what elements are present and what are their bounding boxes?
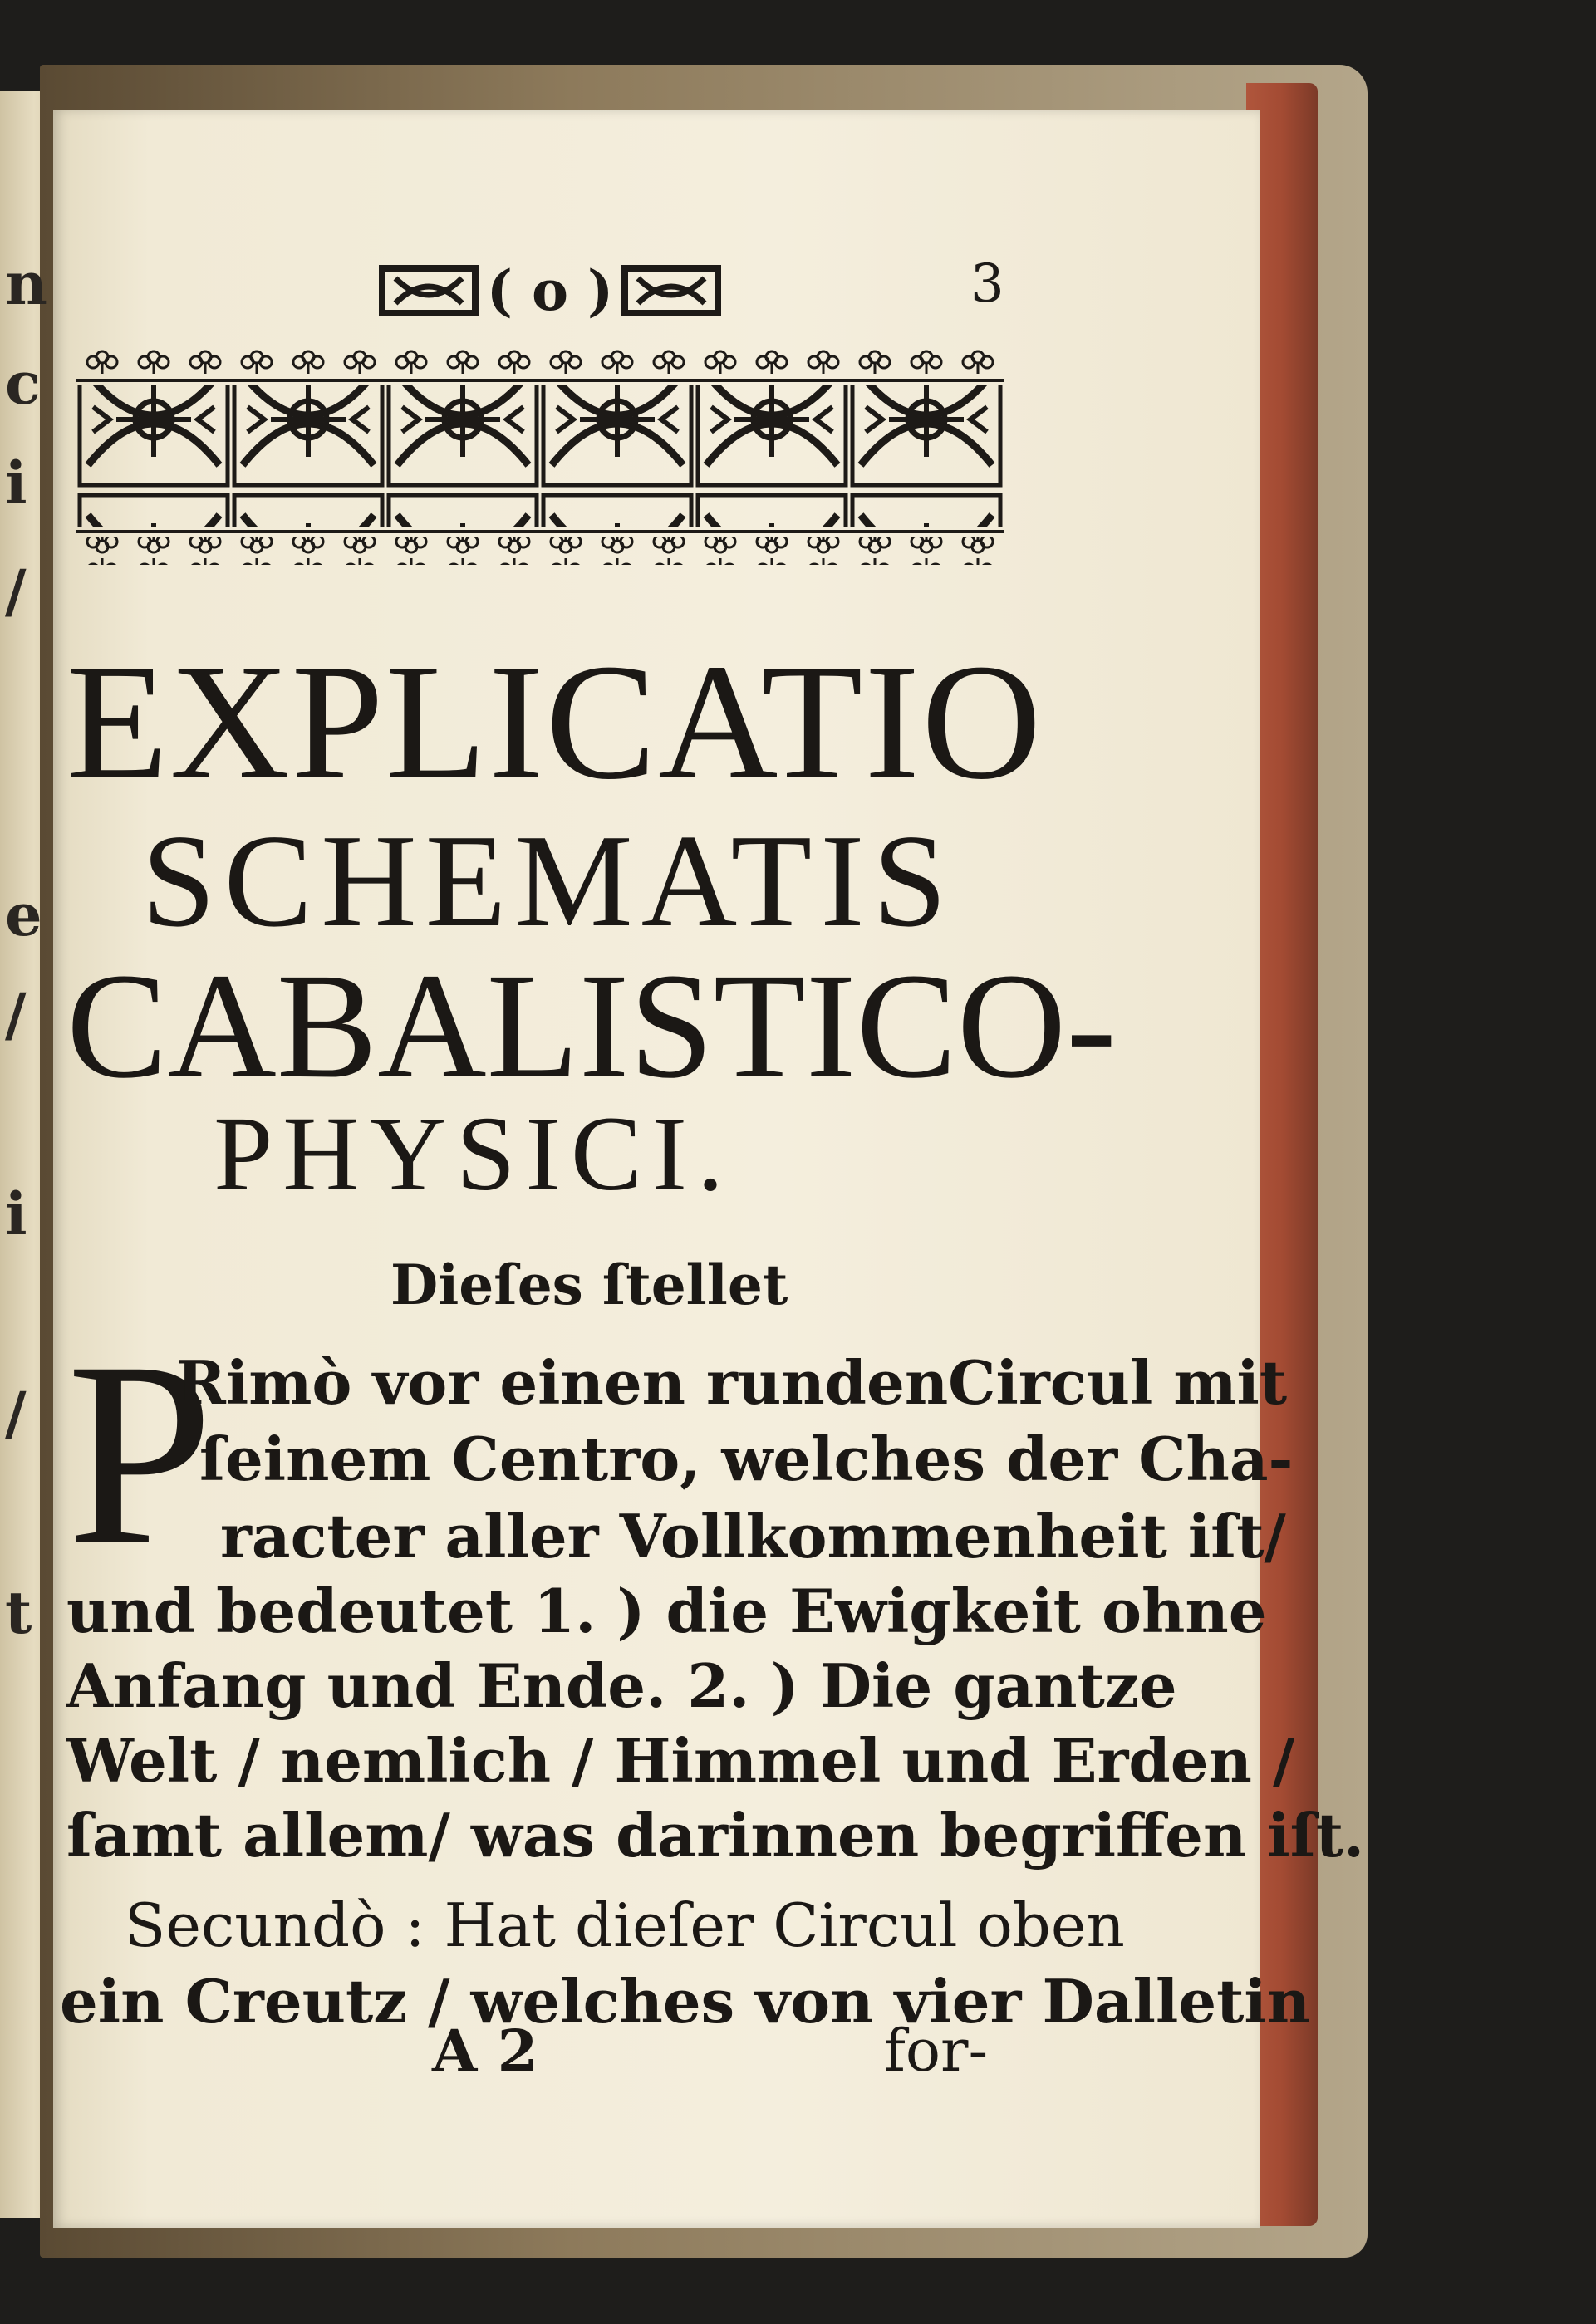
header-ornament — [342, 249, 758, 332]
left-page-fragment: / — [5, 980, 27, 1049]
page-number: 3 — [970, 253, 1004, 315]
drop-cap: P — [66, 1307, 214, 1600]
left-page-fragment: / — [5, 556, 27, 625]
left-page-fragment: i — [5, 1179, 27, 1248]
knotwork-ornament-icon — [621, 262, 721, 320]
text-line: ſamt allem/ was darinnen begriffen iſt. — [66, 1800, 1365, 1870]
left-page-fragment: c — [5, 349, 41, 418]
lead-in-text: Dieſes ſtellet — [390, 1253, 788, 1317]
header-ornament-text: ( o ) — [486, 258, 614, 323]
title-line-2: SCHEMATIS — [141, 807, 955, 954]
text-line: ein Creutz / welches von vier Dalletin — [60, 1966, 1311, 2037]
left-page-fragment: / — [5, 1379, 27, 1448]
title-line-3: CABALISTICO- — [66, 943, 1117, 1110]
title-line-4: PHYSICI. — [214, 1095, 734, 1213]
text-line: Anfang und Ende. 2. ) Die gantze — [66, 1650, 1177, 1721]
left-page-fragment: t — [5, 1578, 32, 1647]
title-line-1: EXPLICATIO — [66, 630, 1044, 814]
left-page-fragment: e — [5, 880, 42, 949]
signature-mark: A 2 — [432, 2017, 538, 2086]
text-line: ſeinem Centro, welches der Cha- — [199, 1424, 1294, 1494]
text-line: Welt / nemlich / Himmel und Erden / — [66, 1725, 1295, 1796]
text-line: Rimò vor einen rundenCircul mit — [176, 1347, 1288, 1418]
text-line: Secundò : Hat dieſer Circul oben — [125, 1890, 1125, 1960]
left-page-fragment: i — [5, 449, 27, 517]
left-page-fragment: n — [5, 249, 47, 318]
text-line: racter aller Vollkommenheit iſt/ — [220, 1501, 1286, 1571]
knotwork-ornament-icon — [379, 262, 479, 320]
catchword: for- — [884, 2017, 989, 2085]
text-line: und bedeutet 1. ) die Ewigkeit ohne — [66, 1576, 1267, 1646]
ornamental-band-icon — [76, 349, 1004, 568]
